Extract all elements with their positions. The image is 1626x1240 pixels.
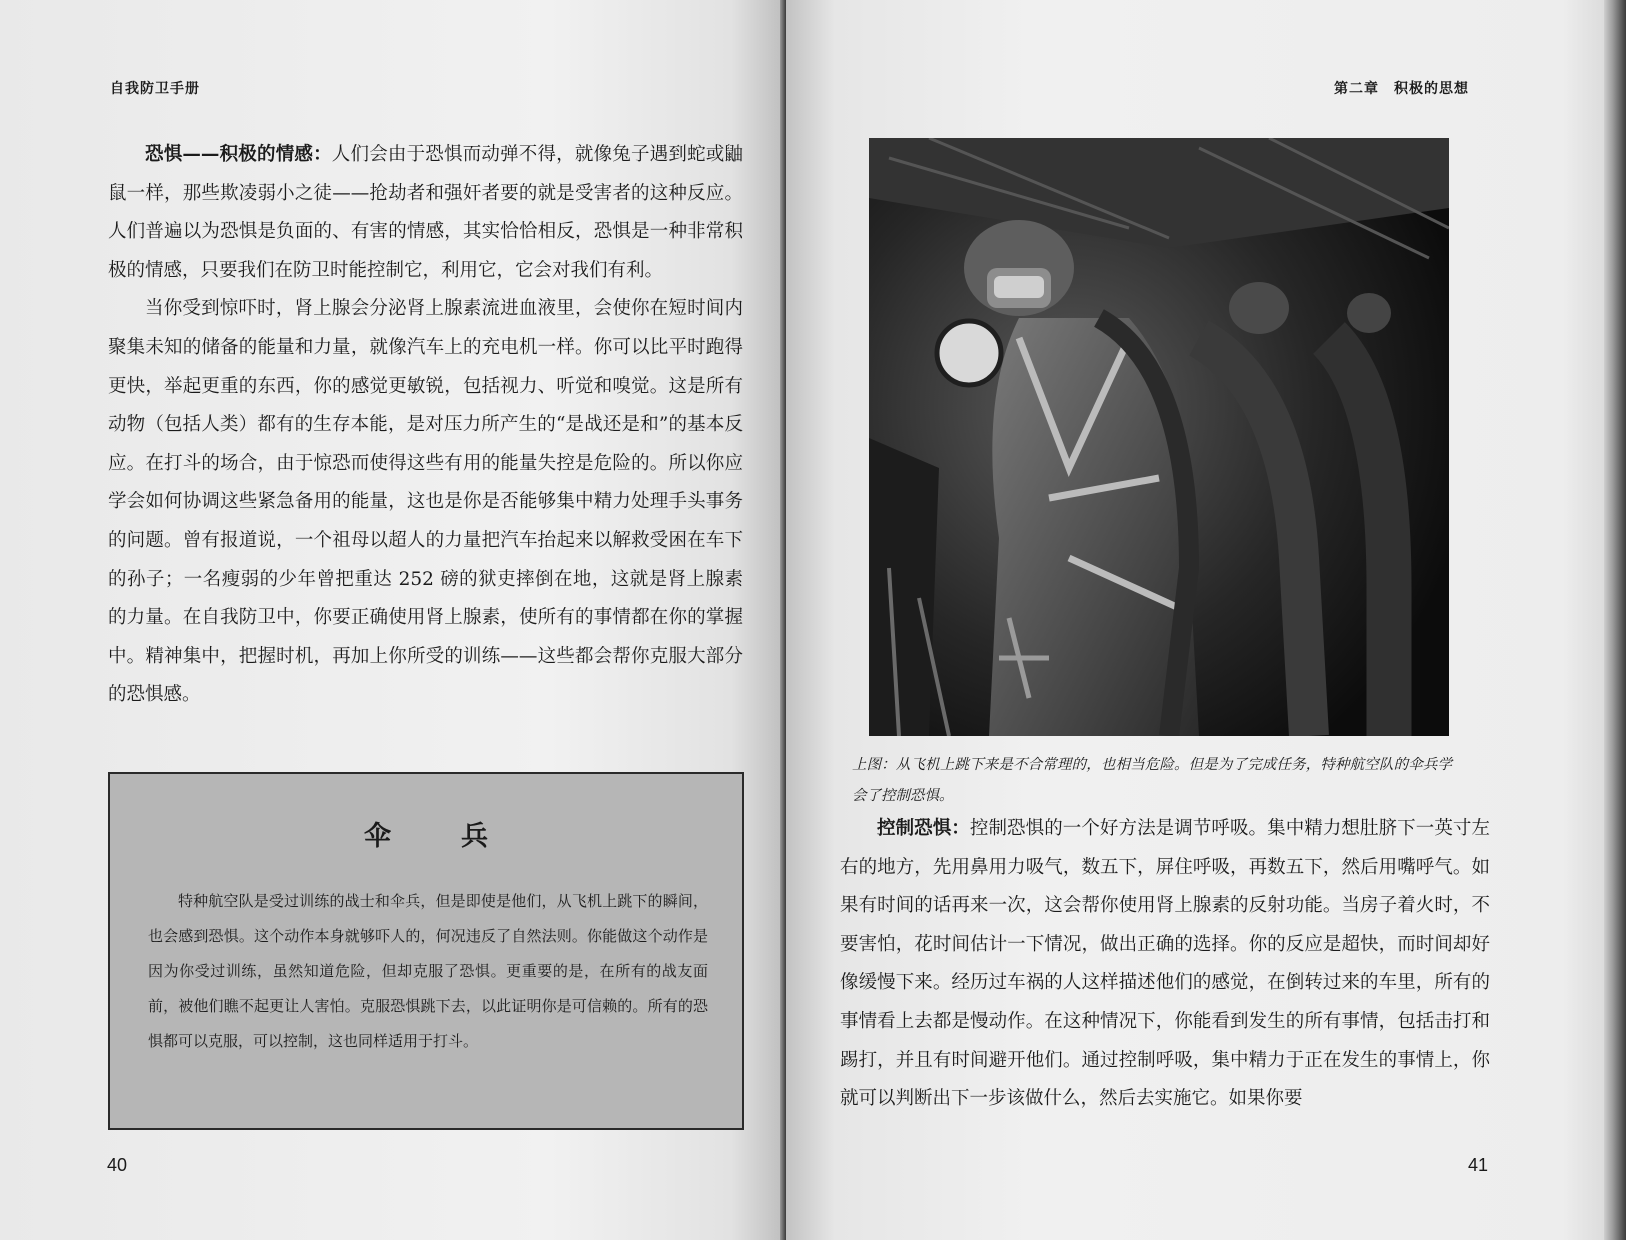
page-number-right: 41 [1468, 1155, 1489, 1175]
paragraph-control-fear [840, 810, 1490, 1119]
paragraph-adrenaline [108, 290, 743, 715]
photo-caption: 上图：从飞机上跳下来是不合常理的，也相当危险。但是为了完成任务，特种航空队的伞兵学会了控制恐惧。 [852, 757, 1452, 804]
running-header-right: 第二章 积极的思想 [1334, 81, 1469, 97]
right-page [786, 0, 1604, 1240]
sidebar-title: 伞兵 [364, 821, 558, 852]
paragraph-text: 人们会由于恐惧而动弹不得，就像兔子遇到蛇或鼬鼠一样，那些欺凌弱小之徒——抢劫者和强奸者要的就是受害者的这种反应。人们普遍以为恐惧是负面的、有害的情感，其实恰恰相反，恐惧是一种非常积极的情感，只要我们在防卫时能控制它，利用它，它会对我们有利。 [108, 144, 743, 281]
paragraph-text: 控制恐惧的一个好方法是调节呼吸。集中精力想肚脐下一英寸左右的地方，先用鼻用力吸气，数五下，屏住呼吸，再数五下，然后用嘴呼气。如果有时间的话再来一次，这会帮你使用肾上腺素的反射功能。当房子着火时，不要害怕，花时间估计一下情况，做出正确的选择。你的反应是超快，而时间却好像缓慢下来。经历过车祸的人这样描述他们的感觉，在倒转过来的车里，所有的事情看上去都是慢动作。在这种情况下，你能看到发生的所有事情，包括击打和踢打，并且有时间避开他们。通过控制呼吸，集中精力于正在发生的事情上，你就可以判断出下一步该做什么，然后去实施它。如果你要 [840, 818, 1490, 1110]
running-header-left: 自我防卫手册 [110, 81, 200, 97]
right-body-text [840, 810, 1490, 1119]
paratrooper-photo-graphic [869, 138, 1449, 736]
sidebar-text: 特种航空队是受过训练的战士和伞兵，但是即使是他们，从飞机上跳下的瞬间，也会感到恐惧。这个动作本身就够吓人的，何况违反了自然法则。你能做这个动作是因为你受过训练，虽然知道危险，但却克服了恐惧。更重要的是，在所有的战友面前，被他们瞧不起更让人害怕。克服恐惧跳下去，以此证明你是可信赖的。所有的恐惧都可以克服，可以控制，这也同样适用于打斗。 [148, 892, 708, 1050]
left-page [0, 0, 786, 1240]
paratrooper-photo [869, 138, 1449, 736]
paragraph-fear-positive [108, 136, 743, 290]
paragraph-text: 当你受到惊吓时，肾上腺会分泌肾上腺素流进血液里，会使你在短时间内聚集未知的储备的能量和力量，就像汽车上的充电机一样。你可以比平时跑得更快，举起更重的东西，你的感觉更敏锐，包括视力、听觉和嗅觉。这是所有动物（包括人类）都有的生存本能，是对压力所产生的“是战还是和”的基本反应。在打斗的场合，由于惊恐而使得这些有用的能量失控是危险的。所以你应学会如何协调这些紧急备用的能量，这也是你是否能够集中精力处理手头事务的问题。曾有报道说，一个祖母以超人的力量把汽车抬起来以解救受困在车下的孙子；一名瘦弱的少年曾把重达 252 磅的狱吏摔倒在地，这就是肾上腺素的力量。在自我防卫中，你要正确使用肾上腺素，使所有的事情都在你的掌握中。精神集中，把握时机，再加上你所受的训练——这些都会帮你克服大部分的恐惧感。 [108, 298, 743, 706]
page-number-left: 40 [107, 1155, 128, 1175]
paragraph-lead: 恐惧——积极的情感： [145, 144, 332, 165]
book-edge [1604, 0, 1626, 1240]
sidebar-body [148, 884, 708, 1059]
sidebar-box-paratrooper [108, 772, 744, 1130]
paragraph-lead: 控制恐惧： [877, 818, 970, 839]
left-body-text [108, 136, 743, 715]
